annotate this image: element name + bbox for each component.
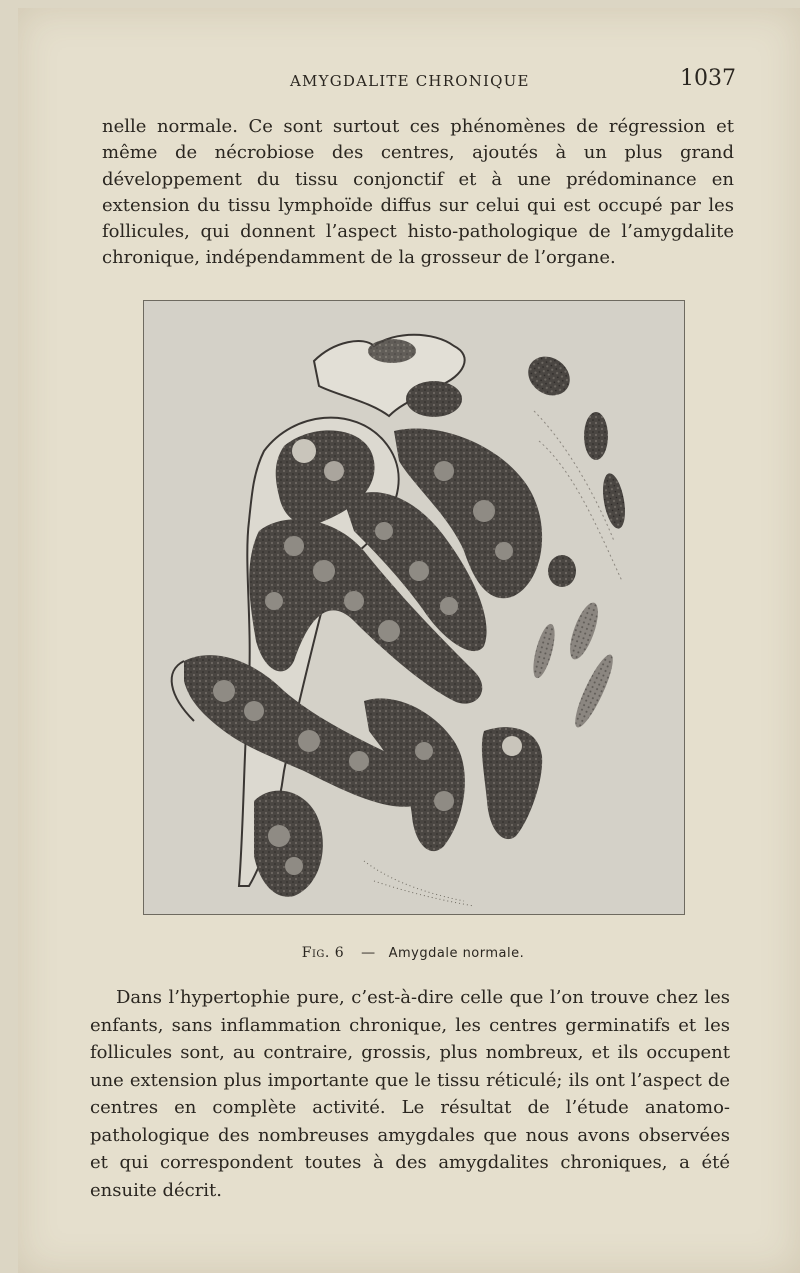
top-paragraph: nelle normale. Ce sont surtout ces phénomènes de régression et même de nécrobiose des centres, ajoutés à un plus grand développement du tissu conjonctif et à une prédominance en extension du tissu lymphoïde diffus sur celui qui est occupé par les follicules, qui donnent l’aspect histo-pathologique de l’amygdalite chronique, indépendamment de la grosseur de l’organe. <box>102 116 734 269</box>
caption-dash: — <box>361 945 376 961</box>
figure-caption <box>143 945 683 961</box>
running-title: AMYGDALITE CHRONIQUE <box>290 72 530 90</box>
page-number: 1037 <box>680 66 736 91</box>
histology-figure <box>143 300 685 915</box>
running-head <box>95 66 740 96</box>
figure-label: Fig. 6 <box>301 945 345 961</box>
caption-text: Amygdale normale. <box>388 946 525 961</box>
bottom-paragraph: Dans l’hypertophie pure, c’est-à-dire celle que l’on trouve chez les enfants, sans inflammation chronique, les centres germinatifs et les follicules sont, au contraire, grossis, plus nombreux, et ils occupent une extension plus importante que le tissu réticulé; ils ont l’aspect de centres en complète activité. Le résultat de l’étude anatomo-pathologique des nombreuses amygdales que nous avons observées et qui correspondent toutes à des amygdalites chroniques, a été ensuite décrit. <box>90 987 730 1201</box>
tonsil-micrograph-image <box>144 301 684 914</box>
